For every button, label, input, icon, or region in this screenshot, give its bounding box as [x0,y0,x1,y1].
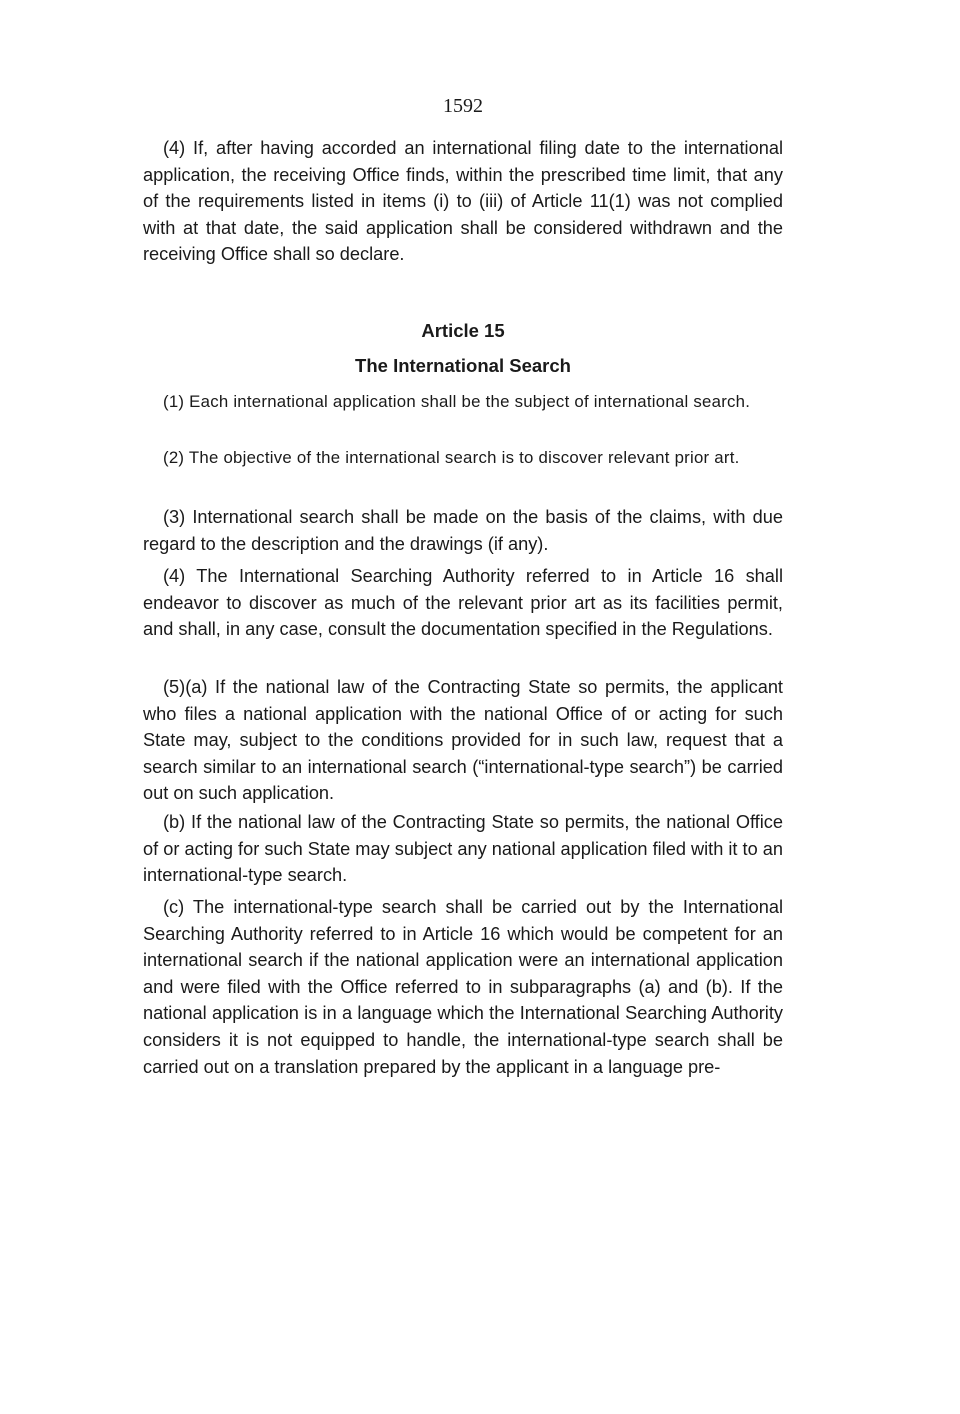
section-5c: (c) The international-type search shall be carried out by the International Searching Authority referred to in Article 16 which would be competent for an international search if the national application were an international application and were filed with the Office referred to in subparagraphs (a) and (b). If the national application is in a language which the International Searching Authority considers it is not equipped to handle, the international-type search shall be carried out on a translation prepared by the applicant in a language pre- [143,897,783,1077]
section-5b: (b) If the national law of the Contracting State so permits, the national Office of or acting for such State may subject any national application filed with it to an international-type search. [143,812,783,886]
section-5a: (5)(a) If the national law of the Contracting State so permits, the applicant who files a national application with the national Office of or acting for such State may, subject to the conditions provided for in such law, request that a search similar to an international search (“international-type search”) be carried out on such application. [143,677,783,804]
page-number: 1592 [443,95,483,117]
section-2: (2) The objective of the international search is to discover relevant prior art. [163,448,740,467]
section-4: (4) The International Searching Authority referred to in Article 16 shall endeavor to discover as much of the relevant prior art as its facilities permit, and shall, in any case, consult the documentation specified in the Regulations. [143,566,783,640]
section-3: (3) International search shall be made on the basis of the claims, with due regard to the description and the drawings (if any). [143,507,783,554]
section-1: (1) Each international application shall be the subject of international search. [163,392,751,411]
article-title: The International Search [355,355,571,376]
article-heading: Article 15 [421,320,505,341]
paragraph-4: (4) If, after having accorded an international filing date to the international application, the receiving Office finds, within the prescribed time limit, that any of the requirements listed in items (i) to (iii) of Article 11(1) was not complied with at that date, the said application shall be considered withdrawn and the receiving Office shall so declare. [143,138,783,265]
